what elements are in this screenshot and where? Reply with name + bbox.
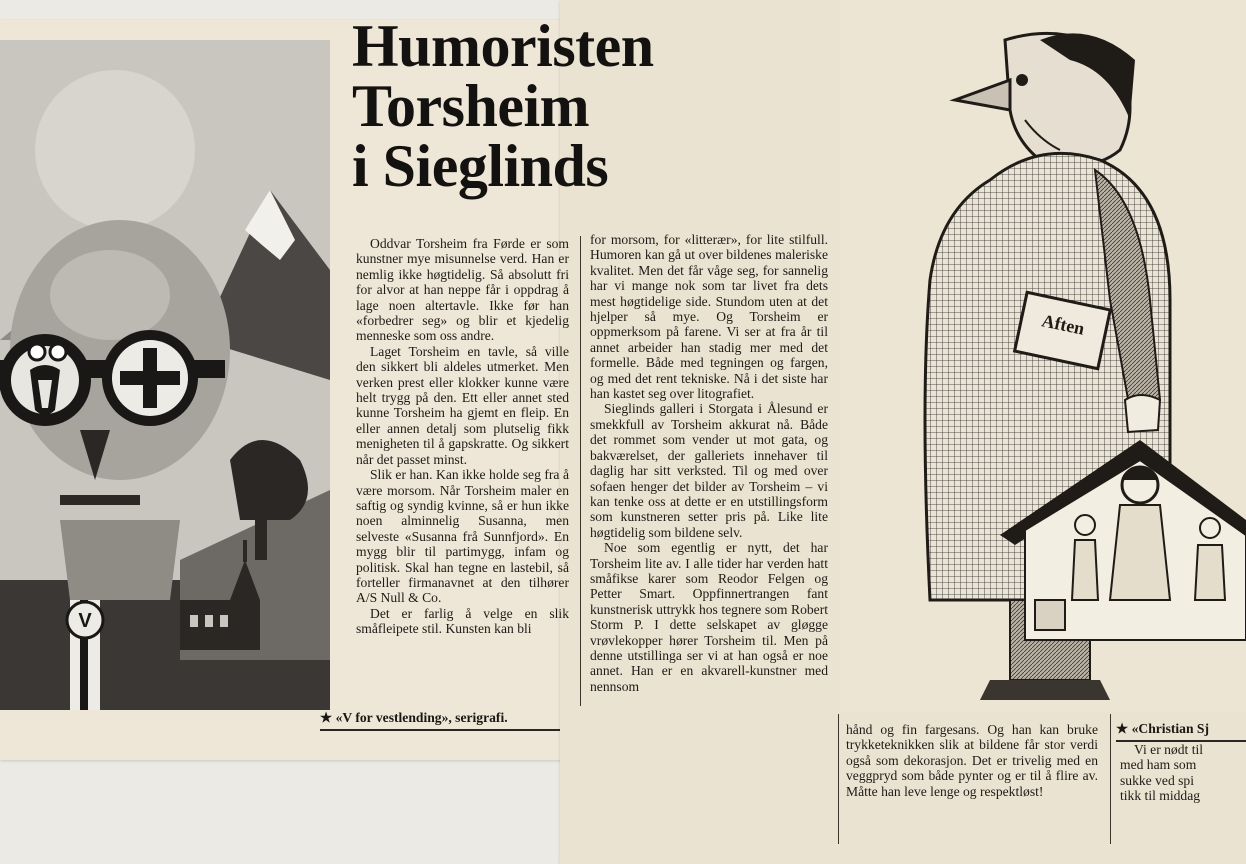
caption-rule (320, 729, 560, 731)
article-column-4 (1120, 742, 1246, 804)
caption-right: ★ «Christian Sj (1116, 721, 1210, 736)
article-column-1 (356, 236, 569, 637)
paragraph: Sieglinds galleri i Storgata i Ålesund er smekkfull av Torsheim akkurat nå. Både det rommet som vender ut mot gata, og bakværelset, der galleriets innehaver til daglig har sitt verksted. Til og med over sofaen henger det bilder av Torsheim – vi kan tenke oss at dette er en utstillingsform som kunstneren setter pris på. Like lite høgtidelig som bildene selv. (590, 401, 828, 540)
column-divider (1110, 714, 1111, 844)
headline-line-3: i Sieglinds (352, 133, 609, 199)
paragraph: Laget Torsheim en tavle, så ville den sikkert bli aldeles utmerket. Men verken prest eller klokker kunne være helt trygg på den. Ett eller annet sted kunne Torsheim ha gjemt en fleip. En eller annen detalj som plutselig fikk menigheten til å gapskratte. Og sikkert når det passet minst. (356, 343, 569, 467)
headline-line-2: Torsheim (352, 73, 590, 139)
book-title: Aften (1040, 310, 1087, 339)
article-headline (352, 13, 822, 199)
paragraph: Slik er han. Kan ikke holde seg fra å være morsom. Når Torsheim maler en saftig og syndig kvinne, så er hun ikke noen alminnelig Susanna, men selveste «Susanna frå Sunnfjord». En mygg blir til partimygg, infam og politisk. Skal han tegne en lastebil, så forteller firmanavnet at den tilhører A/S Null & Co. (356, 467, 569, 606)
paragraph: Oddvar Torsheim fra Førde er som kunstner mye misunnelse verd. Han er nemlig ikke høgtidelig. Så absolutt fri for alvor at han neppe får i oppdrag å lage noen altertavle. Ikke før han «forbedrer seg» og blir et kjedelig menneske som oss andre. (356, 236, 569, 344)
text-line: tikk til middag (1120, 788, 1201, 804)
article-column-3 (846, 722, 1098, 799)
caption-left: ★ «V for vestlending», serigrafi. (320, 710, 508, 725)
paragraph: Det er farlig å velge en slik småfleipete stil. Kunsten kan bli (356, 605, 569, 637)
article-column-2 (590, 232, 828, 694)
illustration-christian (840, 0, 1246, 712)
column-divider (838, 714, 839, 844)
paragraph: Noe som egentlig er nytt, det har Torsheim lite av. I alle tider har verden hatt småfikse karer som Reodor Felgen og Petter Smart. Oppfinnertrangen fant kunstnerisk uttrykk hos tegnere som Robert Storm P. I dette selskapet av gløgge vrøvlekopper hører Torsheim til. Men på denne utstillinga ser vi at han også er noe annet. Han er en akvarell-kunstner med nennsom (590, 540, 828, 694)
paragraph: hånd og fin fargesans. Og han kan bruke trykketeknikken slik at bildene får stor verdi også som dekorasjon. Det er trivelig med en veggpryd som både pynter og er til å flire av. Måtte han leve lenge og respektløst! (846, 722, 1098, 799)
headline-line-1: Humoristen (352, 13, 654, 79)
text-line: Vi er nødt til (1134, 742, 1204, 757)
sign-letter: V (78, 610, 92, 632)
text-line: med ham som (1120, 757, 1197, 773)
column-divider (580, 236, 581, 706)
text-line: sukke ved spi (1120, 772, 1195, 788)
illustration-v-for-vestlending (0, 40, 330, 710)
paragraph: for morsom, for «litterær», for lite stilfull. Humoren kan gå ut over bildenes maleriske kvalitet. Men det får våge seg, for sannelig har vi mange nok som tar livet fra dets mest høgtidelige side. Stundom uten at det hjelper så mye. Og Torsheim er oppmerksom på farene. Vi ser at fra år til annet arbeider han stadig mer med det formelle. Både med tegningen og fargen, og med det rent tekniske. Nå i det siste har han kastet seg over litografiet. (590, 232, 828, 402)
